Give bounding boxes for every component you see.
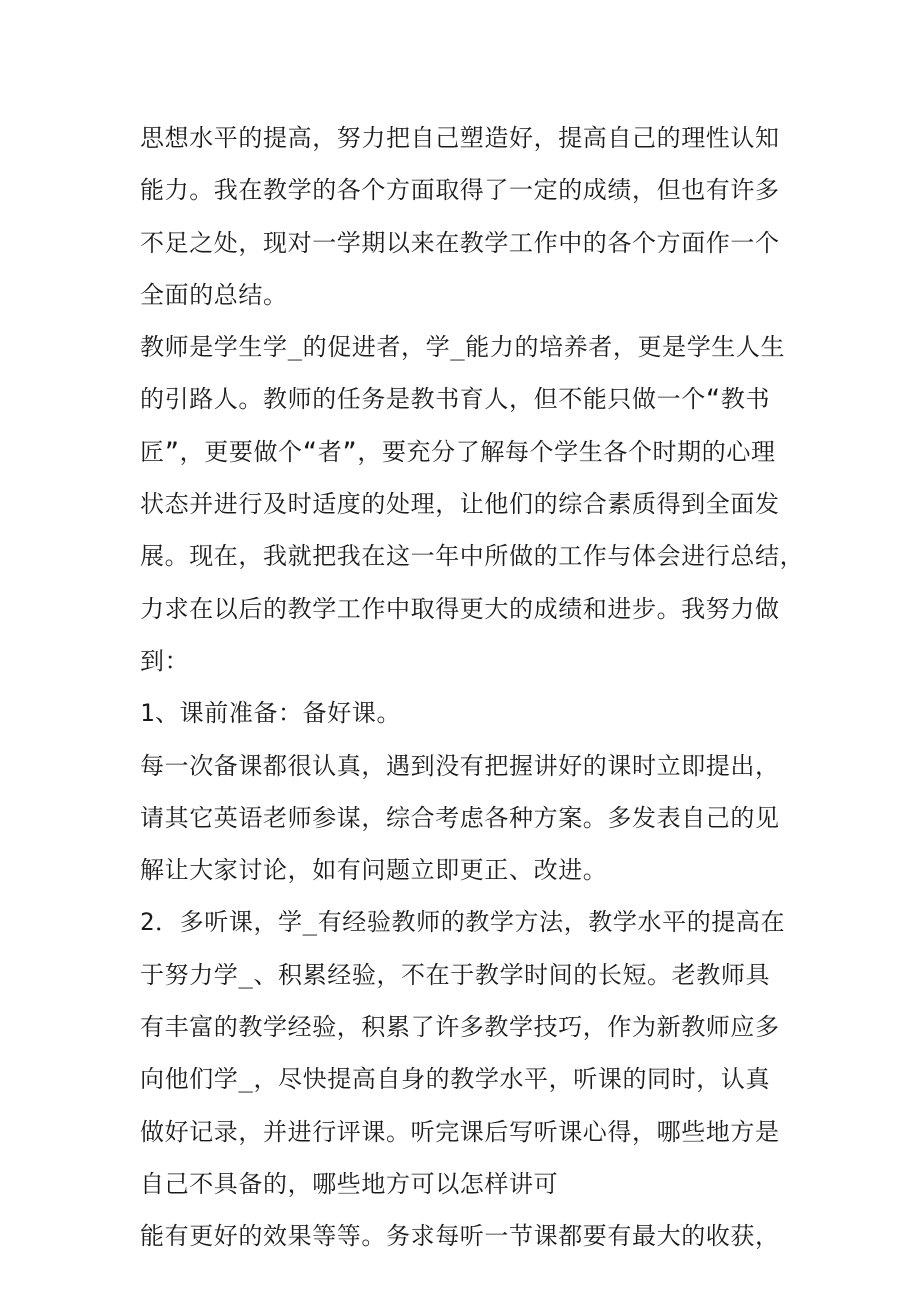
document-body [140,112,805,1263]
text-line: 力求在以后的教学工作中取得更大的成绩和进步。我努力做 [140,594,780,623]
text-line: 展。现在，我就把我在这一年中所做的工作与体会进行总结， [140,542,805,571]
text-line: 每一次备课都很认真，遇到没有把握讲好的课时立即提出， [140,751,780,780]
text-line: 教师是学生学_的促进者，学_能力的培养者，更是学生人生 [140,333,786,362]
text-line: 2．多听课，学_有经验教师的教学方法，教学水平的提高在 [140,908,786,937]
text-line: 到： [140,646,190,675]
text-line: 的引路人。教师的任务是教书育人，但不能只做一个“教书 [140,385,771,414]
text-line: 于努力学_、积累经验，不在于教学时间的长短。老教师具 [140,960,771,989]
text-line: 状态并进行及时适度的处理，让他们的综合素质得到全面发 [140,490,780,519]
text-line: 匠”，更要做个“者”，要充分了解每个学生各个时期的心理 [140,437,776,466]
text-line: 能有更好的效果等等。务求每听一节课都要有最大的收获， [140,1222,780,1251]
text-line: 向他们学_，尽快提高自身的教学水平，听课的同时，认真 [140,1065,771,1094]
text-line: 思想水平的提高，努力把自己塑造好，提高自己的理性认知 [140,124,780,152]
section-heading: 1、课前准备：备好课。 [140,699,402,728]
text-line: 有丰富的教学经验，积累了许多教学技巧，作为新教师应多 [140,1013,780,1042]
text-line: 能力。我在教学的各个方面取得了一定的成绩，但也有许多 [140,176,780,205]
text-line: 全面的总结。 [140,280,288,309]
text-line: 做好记录，并进行评课。听完课后写听课心得，哪些地方是 [140,1117,780,1146]
text-line: 自己不具备的，哪些地方可以怎样讲可 [140,1169,559,1198]
text-line: 不足之处，现对一学期以来在教学工作中的各个方面作一个 [140,228,780,257]
text-line: 解让大家讨论，如有问题立即更正、改进。 [140,856,608,885]
text-line: 请其它英语老师参谋，综合考虑各种方案。多发表自己的见 [140,803,780,832]
